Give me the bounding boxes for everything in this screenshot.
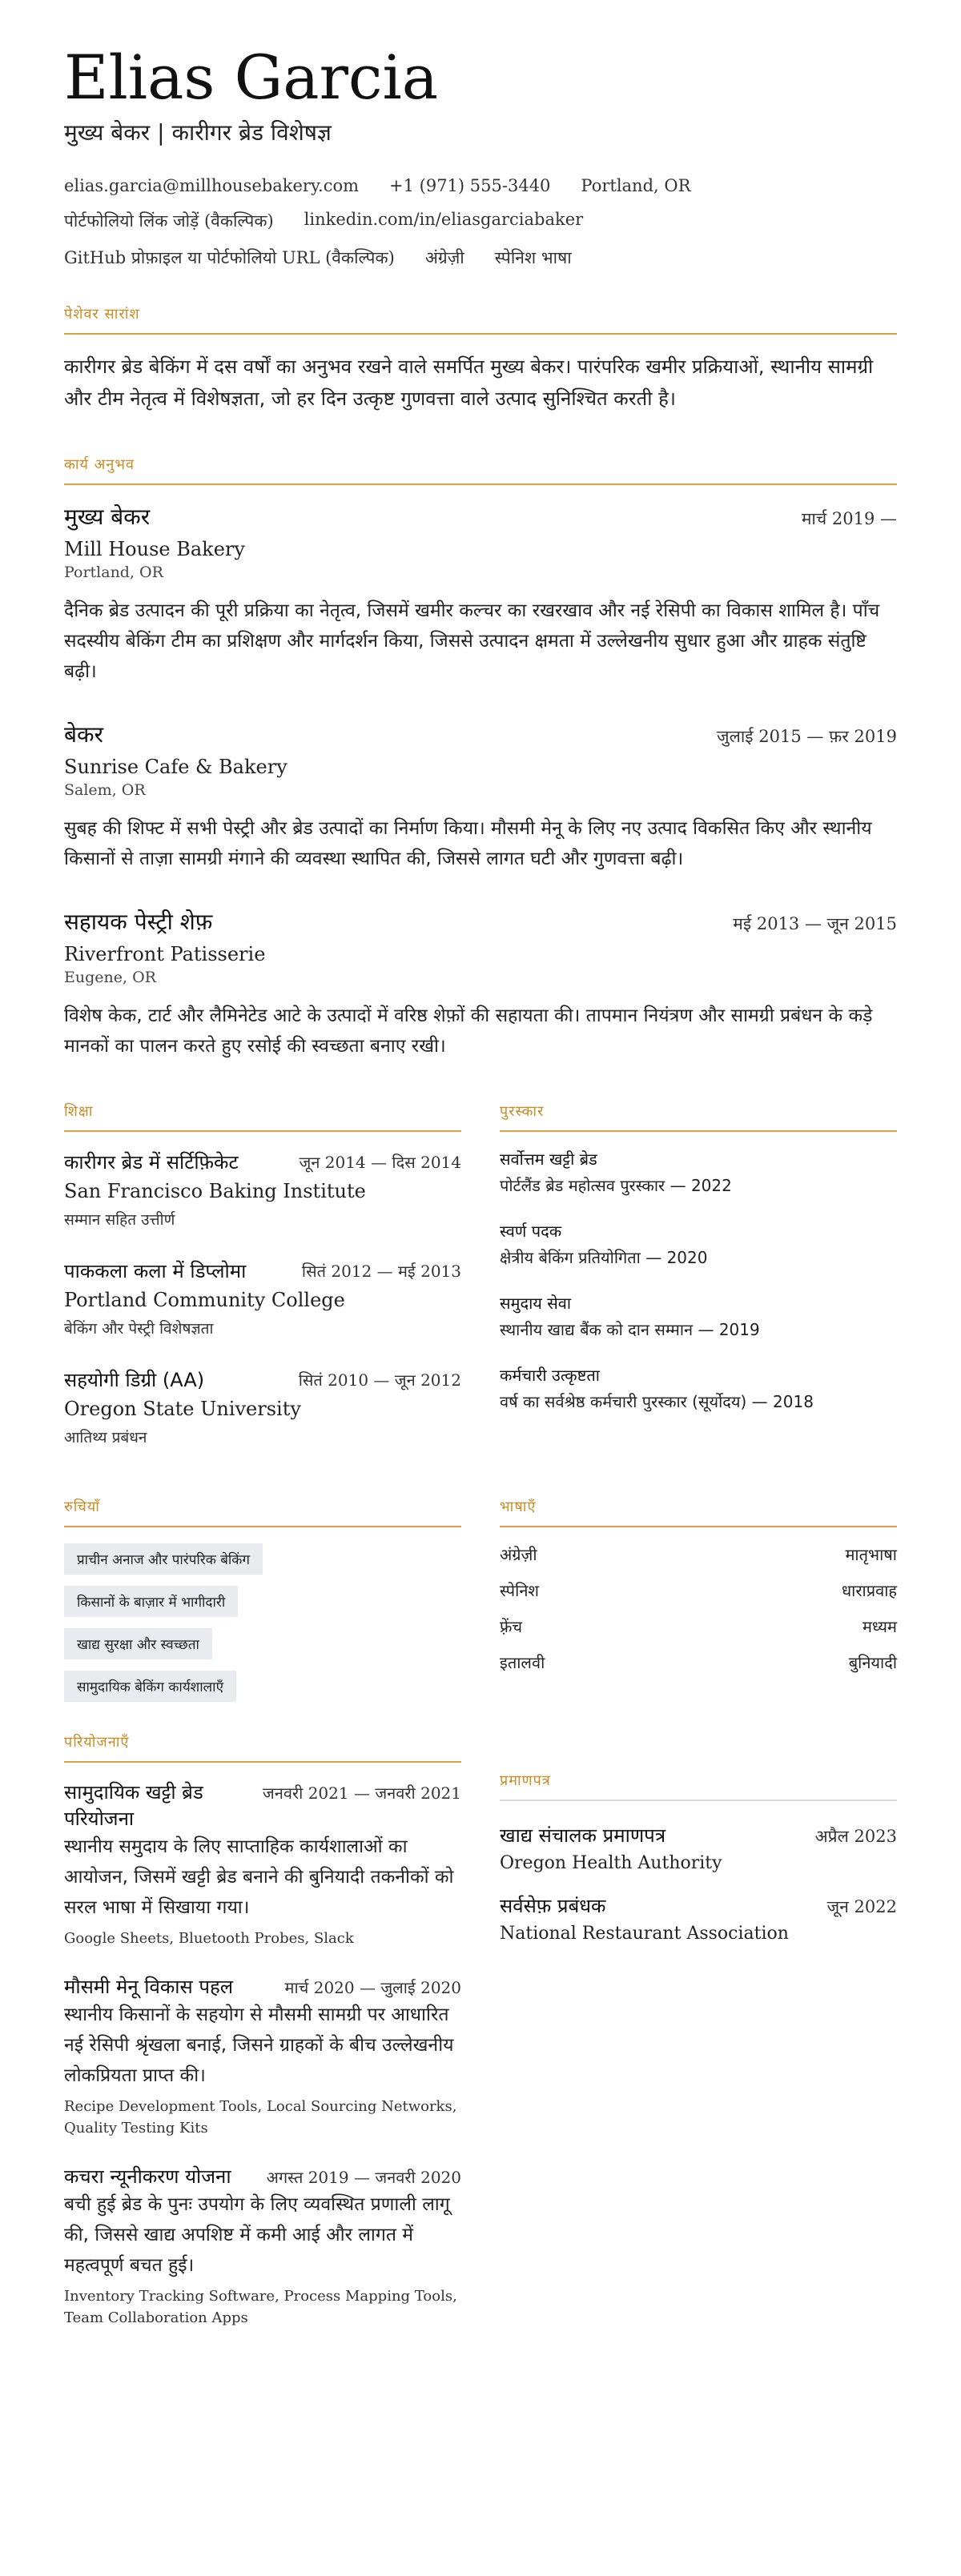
language-level: धाराप्रवाह [841,1581,897,1600]
job-entry [64,906,897,1061]
projects-certifications-row [64,1732,897,2353]
interest-tag: प्राचीन अनाज और पारंपरिक बेकिंग [64,1543,263,1575]
certification-name: सर्वसेफ़ प्रबंधक [500,1895,606,1917]
education-awards-row [64,1101,897,1475]
certification-entry [500,1822,897,1873]
job-entry [64,719,897,874]
certification-date: जून 2022 [826,1897,897,1916]
job-location: Portland, OR [64,564,163,581]
section-title: शिक्षा [64,1101,461,1132]
experience-section [64,455,897,1061]
education-school: Portland Community College [64,1289,345,1311]
section-title: परियोजनाएँ [64,1732,461,1763]
candidate-subtitle: मुख्य बेकर | कारीगर ब्रेड विशेषज्ञ [64,119,332,146]
education-note: सम्मान सहित उत्तीर्ण [64,1211,175,1229]
award-detail: क्षेत्रीय बेकिंग प्रतियोगिता — 2020 [500,1248,708,1267]
language-name: स्पेनिश [500,1581,540,1600]
award-title: सर्वोत्तम खट्टी ब्रेड [500,1150,597,1169]
project-date: मार्च 2020 — जुलाई 2020 [284,1978,461,1997]
project-description: स्थानीय समुदाय के लिए साप्ताहिक कार्यशालाओं का आयोजन, जिसमें खट्टी ब्रेड बनाने की बुनियादी तकनीकों को सरल भाषा में सिखाया गया। [64,1836,454,1918]
job-date: मार्च 2019 — [801,509,897,528]
certifications-section [500,1732,897,2353]
languages-section [500,1497,897,1713]
education-entry [64,1257,461,1338]
education-degree: कारीगर ब्रेड में सर्टिफ़िकेट [64,1151,239,1174]
education-date: सितं 2010 — जून 2012 [298,1370,461,1390]
contact-row [64,247,897,269]
project-entry [64,2163,461,2329]
award-entry [500,1292,897,1340]
project-tools: Inventory Tracking Software, Process Mapping Tools, Team Collaboration Apps [64,2288,457,2326]
project-description: बची हुई ब्रेड के पुनः उपयोग के लिए व्यवस्थित प्रणाली लागू की, जिससे खाद्य अपशिष्ट में कमी आई और लागत में महत्वपूर्ण बचत हुई। [64,2194,450,2276]
job-date: जुलाई 2015 — फ़र 2019 [717,727,897,746]
project-date: अगस्त 2019 — जनवरी 2020 [266,2168,461,2187]
certification-issuer: National Restaurant Association [500,1924,789,1944]
linkedin-link[interactable]: linkedin.com/in/eliasgarciabaker [304,210,584,229]
job-description: दैनिक ब्रेड उत्पादन की पूरी प्रक्रिया का नेतृत्व, जिसमें खमीर कल्चर का रखरखाव और नई रेसिपी का विकास शामिल है। पाँच सदस्यीय बेकिंग टीम का प्रशिक्षण और मार्गदर्शन किया, जिससे उत्पादन क्षमता में उल्लेखनीय सुधार हुआ और ग्राहक संतुष्टि बढ़ी। [64,600,880,682]
award-entry [500,1364,897,1412]
project-entry [64,1973,461,2139]
education-degree: पाककला कला में डिप्लोमा [64,1260,247,1282]
education-date: जून 2014 — दिस 2014 [299,1153,461,1172]
project-title: कचरा न्यूनीकरण योजना [64,2165,231,2188]
contact-row [64,176,897,195]
award-entry [500,1148,897,1196]
job-company: Riverfront Patisserie [64,943,266,965]
education-note: बेकिंग और पेस्ट्री विशेषज्ञता [64,1320,214,1338]
education-date: सितं 2012 — मई 2013 [301,1262,461,1281]
section-title: कार्य अनुभव [64,455,897,485]
language-level: मध्यम [862,1617,897,1636]
language-row [500,1615,897,1637]
project-title: सामुदायिक खट्टी ब्रेड परियोजना [64,1781,203,1830]
award-title: स्वर्ण पदक [500,1222,562,1241]
section-title: पेशेवर सारांश [64,304,897,335]
language-name: फ़्रेंच [500,1617,523,1636]
education-entry [64,1148,461,1230]
phone-number[interactable]: +1 (971) 555-3440 [389,176,551,195]
award-detail: स्थानीय खाद्य बैंक को दान सम्मान — 2019 [500,1320,760,1339]
candidate-name: Elias Garcia [64,42,439,113]
certification-entry [500,1892,897,1944]
language-level: बुनियादी [848,1653,897,1672]
projects-section [64,1732,461,2353]
job-date: मई 2013 — जून 2015 [733,914,897,933]
certification-name: खाद्य संचालक प्रमाणपत्र [500,1824,666,1847]
language-english: अंग्रेज़ी [424,248,464,267]
education-section [64,1101,461,1475]
project-title: मौसमी मेनू विकास पहल [64,1976,233,1998]
project-tools: Google Sheets, Bluetooth Probes, Slack [64,1930,354,1947]
awards-section [500,1101,897,1475]
portfolio-link[interactable]: पोर्टफोलियो लिंक जोड़ें (वैकल्पिक) [64,211,274,231]
section-title: प्रमाणपत्र [500,1771,897,1801]
job-title: मुख्य बेकर [64,504,151,530]
award-entry [500,1220,897,1268]
education-note: आतिथ्य प्रबंधन [64,1429,147,1446]
award-title: समुदाय सेवा [500,1294,572,1313]
award-detail: वर्ष का सर्वश्रेष्ठ कर्मचारी पुरस्कार (सूर्योदय) — 2018 [500,1392,814,1411]
job-location: Salem, OR [64,781,146,799]
contact-row [64,210,897,232]
language-row [500,1579,897,1601]
interest-tag: किसानों के बाज़ार में भागीदारी [64,1586,238,1617]
github-link[interactable]: GitHub प्रोफ़ाइल या पोर्टफोलियो URL (वैकल्पिक) [64,248,395,267]
language-level: मातृभाषा [845,1545,897,1564]
certification-issuer: Oregon Health Authority [500,1853,722,1873]
language-name: इतालवी [500,1653,545,1672]
education-entry [64,1366,461,1447]
language-row [500,1543,897,1565]
certification-date: अप्रैल 2023 [814,1827,897,1846]
project-tools: Recipe Development Tools, Local Sourcing Networks, Quality Testing Kits [64,2098,457,2137]
job-company: Mill House Bakery [64,538,245,560]
contact-block [64,176,897,269]
language-spanish: स्पेनिश भाषा [494,248,572,267]
section-title: रुचियाँ [64,1497,461,1527]
summary-text: कारीगर ब्रेड बेकिंग में दस वर्षों का अनुभव रखने वाले समर्पित मुख्य बेकर। पारंपरिक खमीर प्रक्रियाओं, स्थानीय सामग्री और टीम नेतृत्व में विशेषज्ञता, जो हर दिन उत्कृष्ट गुणवत्ता वाले उत्पाद सुनिश्चित करती है। [64,355,874,410]
job-title: बेकर [64,721,103,748]
award-title: कर्मचारी उत्कृष्टता [500,1366,600,1385]
section-title: भाषाएँ [500,1497,897,1527]
job-entry [64,501,897,687]
language-name: अंग्रेज़ी [500,1545,537,1564]
interest-tag: खाद्य सुरक्षा और स्वच्छता [64,1628,212,1659]
award-detail: पोर्टलैंड ब्रेड महोत्सव पुरस्कार — 2022 [500,1176,732,1195]
interest-tag: सामुदायिक बेकिंग कार्यशालाएँ [64,1671,236,1702]
interests-section [64,1497,461,1713]
education-degree: सहयोगी डिग्री (AA) [64,1369,205,1391]
project-date: जनवरी 2021 — जनवरी 2021 [262,1784,461,1803]
education-school: San Francisco Baking Institute [64,1180,366,1202]
project-description: स्थानीय किसानों के सहयोग से मौसमी सामग्री पर आधारित नई रेसिपी श्रृंखला बनाई, जिसने ग्राहकों के बीच उल्लेखनीय लोकप्रियता प्राप्त की। [64,2004,454,2086]
job-description: सुबह की शिफ्ट में सभी पेस्ट्री और ब्रेड उत्पादों का निर्माण किया। मौसमी मेनू के लिए नए उत्पाद विकसित किए और स्थानीय किसानों से ताज़ा सामग्री मंगाने की व्यवस्था स्थापित की, जिससे लागत घटी और गुणवत्ता बढ़ी। [64,818,872,869]
project-entry [64,1779,461,1949]
job-title: सहायक पेस्ट्री शेफ़ [64,909,213,935]
summary-section [64,304,897,415]
job-description: विशेष केक, टार्ट और लैमिनेटेड आटे के उत्पादों में वरिष्ठ शेफ़ों की सहायता की। तापमान नियंत्रण और सामग्री प्रबंधन के कड़े मानकों का पालन करते हुए रसोई की स्वच्छता बनाए रखी। [64,1005,873,1057]
email-link[interactable]: elias.garcia@millhousebakery.com [64,176,360,195]
section-title: पुरस्कार [500,1101,897,1132]
job-location: Eugene, OR [64,969,156,986]
language-row [500,1651,897,1673]
location-text: Portland, OR [581,176,691,195]
education-school: Oregon State University [64,1398,301,1420]
interests-languages-row [64,1497,897,1713]
job-company: Sunrise Cafe & Bakery [64,756,287,778]
